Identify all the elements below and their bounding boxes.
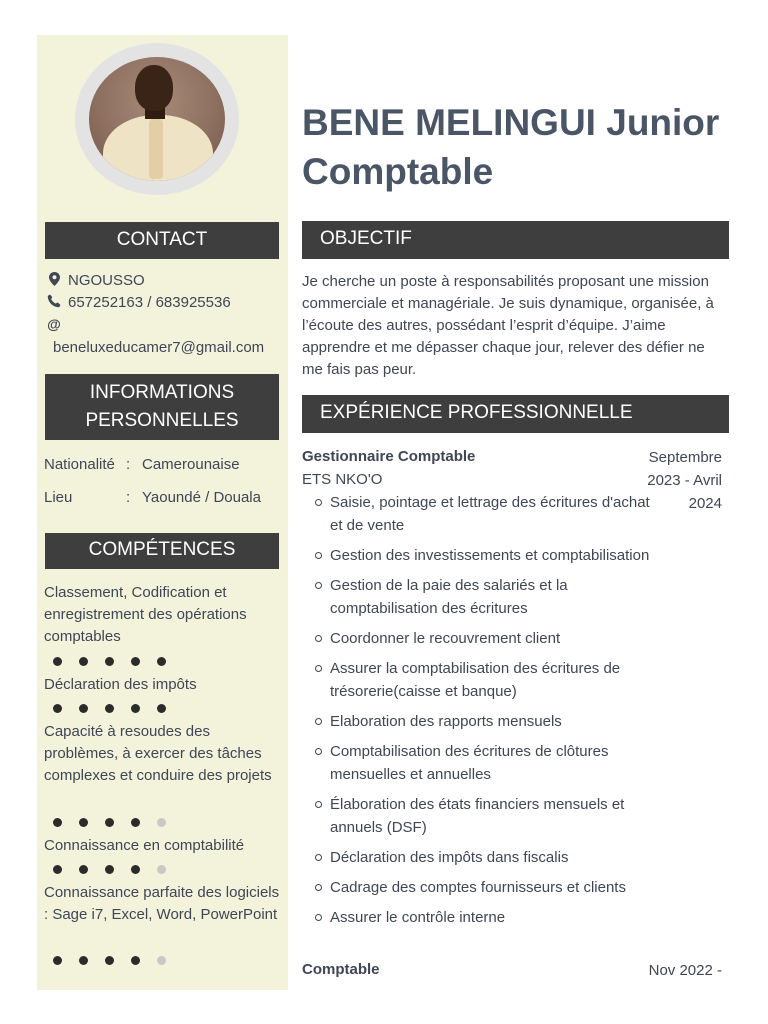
rating-dot-filled [105, 704, 114, 713]
job-company: ETS NKO'O [302, 471, 383, 488]
task-item: Saisie, pointage et lettrage des écritures d'achat et de vente [330, 491, 652, 537]
task-item: Élaboration des états financiers mensuels et annuels (DSF) [330, 793, 652, 839]
skill-rating [53, 657, 166, 666]
rating-dot-filled [105, 657, 114, 666]
sidebar [37, 35, 288, 990]
skill-rating [53, 704, 166, 713]
photo-shirt-detail [149, 119, 163, 179]
rating-dot-filled [79, 818, 88, 827]
rating-dot-filled [53, 704, 62, 713]
personal-info-heading [45, 374, 279, 440]
rating-dot-filled [131, 704, 140, 713]
job-date-line: Septembre [648, 449, 722, 466]
info-value: Yaoundé / Douala [142, 489, 261, 506]
rating-dot-filled [53, 818, 62, 827]
objective-text: Je cherche un poste à responsabilités proposant une mission commerciale et managériale. Je suis dynamique, organisée, à l’écoute des autres, possédant l’esprit d’équipe. J’aime apprendre et me dépasser chaque jour, relever des défier ne me fais pas peur. [302, 273, 714, 378]
objective-heading: OBJECTIF [302, 221, 729, 259]
location-text: NGOUSSO [68, 272, 145, 289]
experience-heading: EXPÉRIENCE PROFESSIONNELLE [302, 395, 729, 433]
contact-email-icon-row [47, 316, 68, 332]
job-date-line: Nov 2022 - [648, 962, 722, 979]
rating-dot-filled [79, 956, 88, 965]
skill-label: Déclaration des impôts [44, 676, 197, 693]
rating-dot-filled [105, 865, 114, 874]
task-item: Gestion des investissements et comptabilisation [330, 544, 652, 567]
info-colon: : [126, 489, 131, 506]
name-line: BENE MELINGUI Junior [302, 102, 720, 143]
rating-dot-filled [131, 865, 140, 874]
rating-dot-filled [79, 704, 88, 713]
info-key: Lieu [44, 489, 73, 506]
personal-info-heading-line2: PERSONNELLES [85, 410, 239, 431]
phone-icon [47, 294, 61, 311]
rating-dot-empty [157, 956, 166, 965]
rating-dot-filled [131, 818, 140, 827]
task-item: Comptabilisation des écritures de clôtures mensuelles et annuelles [330, 740, 652, 786]
task-list [330, 491, 652, 936]
info-key: Nationalité [44, 456, 115, 473]
rating-dot-empty [157, 818, 166, 827]
job-title: Comptable [302, 961, 380, 978]
profile-photo-frame [75, 43, 239, 195]
rating-dot-filled [79, 657, 88, 666]
task-item: Assurer le contrôle interne [330, 906, 652, 929]
rating-dot-filled [53, 865, 62, 874]
rating-dot-empty [157, 865, 166, 874]
contact-heading: CONTACT [45, 222, 279, 259]
job-date-line: 2024 [688, 495, 722, 512]
rating-dot-filled [131, 956, 140, 965]
rating-dot-filled [157, 704, 166, 713]
rating-dot-filled [53, 657, 62, 666]
info-colon: : [126, 456, 131, 473]
skill-label: Connaissance parfaite des logiciels : Sage i7, Excel, Word, PowerPoint [44, 884, 280, 923]
rating-dot-filled [157, 657, 166, 666]
rating-dot-filled [131, 657, 140, 666]
at-sign-icon: @ [47, 316, 61, 332]
rating-dot-filled [105, 956, 114, 965]
skill-rating [53, 818, 166, 827]
contact-phone [47, 294, 231, 311]
skill-label: Capacité à resoudes des problèmes, à exercer des tâches complexes et conduire des projets [44, 723, 272, 784]
skill-rating [53, 865, 166, 874]
rating-dot-filled [105, 818, 114, 827]
job-title: Gestionnaire Comptable [302, 448, 476, 465]
task-item: Cadrage des comptes fournisseurs et clients [330, 876, 652, 899]
info-value: Camerounaise [142, 456, 240, 473]
personal-info-heading-line1: INFORMATIONS [89, 382, 235, 403]
phone-text: 657252163 / 683925536 [68, 294, 231, 311]
rating-dot-filled [79, 865, 88, 874]
task-item: Déclaration des impôts dans fiscalis [330, 846, 652, 869]
contact-email[interactable] [53, 339, 264, 356]
job-date-line: 2023 - Avril [647, 472, 722, 489]
rating-dot-filled [53, 956, 62, 965]
skill-label: Connaissance en comptabilité [44, 837, 245, 854]
task-item: Gestion de la paie des salariés et la comptabilisation des écritures [330, 574, 652, 620]
skill-label: Classement, Codification et enregistrement des opérations comptables [44, 584, 247, 645]
task-item: Assurer la comptabilisation des écritures de trésorerie(caisse et banque) [330, 657, 652, 703]
location-pin-icon [47, 272, 61, 289]
contact-location [47, 272, 145, 289]
photo-head [135, 65, 173, 111]
skills-heading: COMPÉTENCES [45, 533, 279, 569]
job-date [612, 959, 722, 982]
candidate-name [302, 98, 732, 196]
skill-rating [53, 956, 166, 965]
profile-photo [89, 57, 225, 181]
email-text[interactable]: beneluxeducamer7@gmail.com [53, 339, 265, 356]
job-title-line: Comptable [302, 151, 494, 192]
task-item: Elaboration des rapports mensuels [330, 710, 652, 733]
task-item: Coordonner le recouvrement client [330, 627, 652, 650]
